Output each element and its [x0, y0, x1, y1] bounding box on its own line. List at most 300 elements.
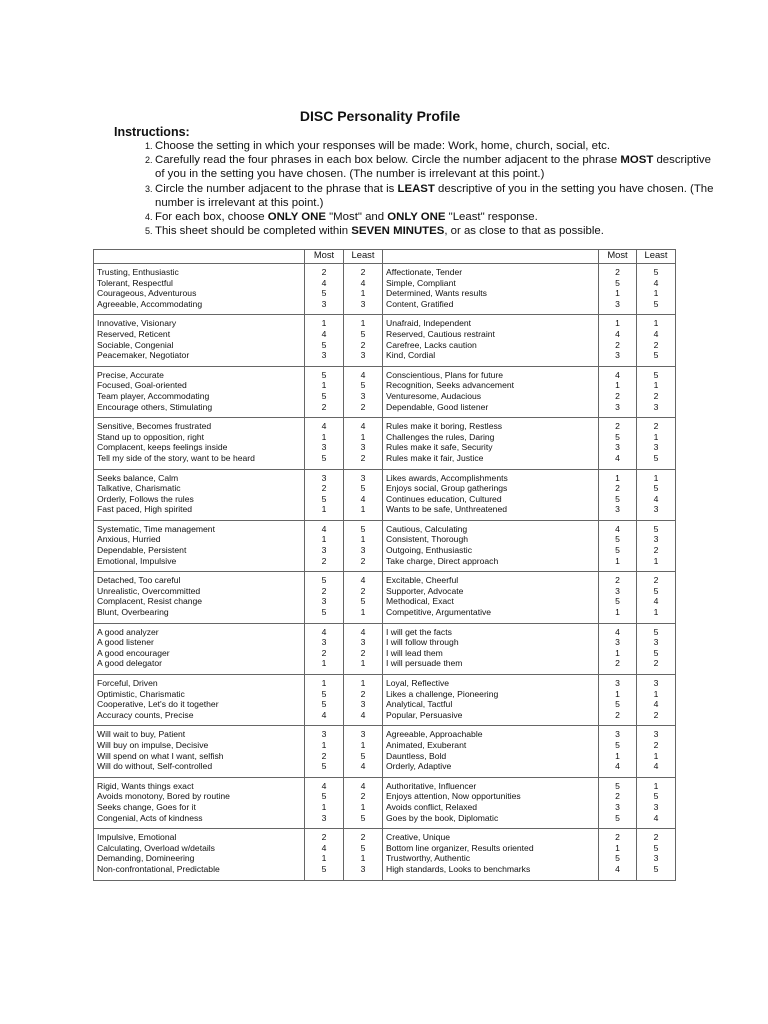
least-number[interactable]: 1: [653, 688, 659, 699]
most-number[interactable]: 1: [615, 288, 620, 299]
phrase-text: Accuracy counts, Precise: [97, 709, 194, 720]
most-number[interactable]: 1: [615, 607, 620, 618]
phrase-cell-right: [383, 315, 599, 366]
least-number[interactable]: 4: [360, 277, 366, 288]
phrase-text: Innovative, Visionary: [97, 318, 177, 329]
least-cell-left: [344, 777, 383, 828]
most-cell-right: [599, 366, 637, 417]
most-number[interactable]: 4: [321, 709, 327, 720]
phrase-cell-left: [94, 315, 305, 366]
least-number[interactable]: 2: [653, 545, 659, 556]
phrase-text: Will do without, Self-controlled: [97, 761, 213, 772]
least-number[interactable]: 2: [653, 739, 659, 750]
least-number[interactable]: 3: [653, 637, 659, 648]
instruction-text: Circle the number adjacent to the phrase that is: [155, 182, 398, 195]
header-most-right: Most: [599, 250, 637, 264]
least-number[interactable]: 5: [653, 483, 659, 494]
most-number[interactable]: 3: [321, 729, 327, 740]
least-number[interactable]: 3: [653, 801, 659, 812]
least-number[interactable]: 3: [653, 401, 659, 412]
least-number[interactable]: 3: [653, 534, 659, 545]
most-cell-right: [599, 675, 637, 726]
most-number[interactable]: 2: [615, 339, 620, 350]
most-number[interactable]: 5: [321, 390, 327, 401]
most-number[interactable]: 3: [615, 729, 620, 740]
least-cell-left: [344, 315, 383, 366]
most-cell-left: [305, 469, 344, 520]
most-number[interactable]: 2: [321, 267, 327, 277]
most-cell-left: [305, 520, 344, 571]
least-number[interactable]: 5: [360, 523, 366, 534]
phrase-text: Detached, Too careful: [97, 575, 181, 586]
most-number[interactable]: 4: [321, 328, 327, 339]
least-number[interactable]: 1: [360, 504, 366, 515]
least-number[interactable]: 4: [653, 812, 659, 823]
phrase-text: Content, Gratified: [386, 298, 454, 309]
phrase-text: Likes awards, Accomplishments: [386, 472, 508, 483]
instruction-emphasis: ONLY ONE: [267, 211, 326, 224]
phrase-text: Forceful, Driven: [97, 678, 158, 688]
most-number[interactable]: 5: [615, 545, 620, 556]
phrase-text: Avoids monotony, Bored by routine: [97, 791, 230, 802]
least-number[interactable]: 3: [360, 442, 366, 453]
phrase-cell-right: [383, 726, 599, 777]
phrase-text: Bottom line organizer, Results oriented: [386, 842, 534, 853]
least-number[interactable]: 5: [360, 483, 366, 494]
least-number[interactable]: 4: [653, 328, 659, 339]
most-number[interactable]: 1: [321, 431, 327, 442]
least-cell-left: [344, 675, 383, 726]
phrase-text: Trustworthy, Authentic: [386, 853, 471, 864]
most-number[interactable]: 4: [615, 523, 620, 534]
most-number[interactable]: 1: [615, 318, 620, 329]
phrase-text: Dauntless, Bold: [386, 750, 447, 761]
most-number[interactable]: 4: [615, 863, 620, 874]
most-number[interactable]: 5: [615, 739, 620, 750]
instruction-item: [155, 182, 715, 210]
phrase-text: A good analyzer: [97, 626, 159, 637]
header-phrase-left: [94, 250, 305, 264]
least-number[interactable]: 4: [360, 626, 366, 637]
least-number[interactable]: 3: [360, 472, 366, 483]
least-number[interactable]: 4: [653, 277, 659, 288]
least-number[interactable]: 1: [653, 555, 659, 566]
most-number[interactable]: 1: [321, 658, 327, 669]
most-number[interactable]: 5: [321, 607, 327, 618]
most-number[interactable]: 5: [321, 699, 327, 710]
table-row: [94, 675, 676, 726]
least-number[interactable]: 1: [653, 780, 659, 791]
least-number[interactable]: 1: [653, 607, 659, 618]
least-number[interactable]: 5: [653, 842, 659, 853]
most-number[interactable]: 5: [615, 780, 620, 791]
most-number[interactable]: 5: [321, 452, 327, 463]
least-number[interactable]: 1: [653, 431, 659, 442]
phrase-text: Excitable, Cheerful: [386, 575, 459, 586]
most-number[interactable]: 3: [321, 442, 327, 453]
most-number[interactable]: 1: [321, 380, 327, 391]
least-number[interactable]: 3: [360, 298, 366, 309]
least-number[interactable]: 3: [360, 699, 366, 710]
most-number[interactable]: 3: [321, 472, 327, 483]
phrase-text: Systematic, Time management: [97, 523, 215, 534]
most-number[interactable]: 2: [321, 483, 327, 494]
least-number[interactable]: 1: [653, 288, 659, 299]
most-number[interactable]: 5: [615, 699, 620, 710]
phrase-text: Wants to be safe, Unthreatened: [386, 504, 508, 515]
phrase-text: Unafraid, Independent: [386, 318, 472, 329]
most-number[interactable]: 3: [321, 812, 327, 823]
phrase-cell-left: [94, 469, 305, 520]
least-number[interactable]: 1: [360, 678, 366, 688]
table-row: [94, 777, 676, 828]
least-number[interactable]: 2: [360, 832, 366, 843]
least-number[interactable]: 1: [360, 739, 366, 750]
least-cell-right: [637, 520, 676, 571]
most-number[interactable]: 5: [615, 493, 620, 504]
most-number[interactable]: 3: [615, 298, 620, 309]
most-number[interactable]: 1: [615, 647, 620, 658]
instruction-emphasis: ONLY ONE: [387, 211, 446, 224]
least-number[interactable]: 5: [653, 791, 659, 802]
most-number[interactable]: 1: [321, 318, 327, 329]
least-number[interactable]: 4: [653, 493, 659, 504]
least-number[interactable]: 5: [360, 596, 366, 607]
least-number[interactable]: 2: [360, 585, 366, 596]
phrase-text: A good delegator: [97, 658, 162, 669]
least-number[interactable]: 2: [360, 791, 366, 802]
most-cell-right: [599, 572, 637, 623]
least-number[interactable]: 3: [360, 390, 366, 401]
most-cell-right: [599, 264, 637, 315]
least-number[interactable]: 1: [360, 318, 366, 329]
most-number[interactable]: 2: [321, 832, 327, 843]
header-least-right: Least: [637, 250, 676, 264]
least-number[interactable]: 3: [653, 729, 659, 740]
least-number[interactable]: 1: [360, 853, 366, 864]
most-cell-left: [305, 264, 344, 315]
phrase-text: Team player, Accommodating: [97, 390, 210, 401]
most-number[interactable]: 2: [615, 267, 620, 277]
least-number[interactable]: 1: [360, 607, 366, 618]
least-number[interactable]: 3: [653, 442, 659, 453]
least-number[interactable]: 4: [360, 575, 366, 586]
phrase-cell-right: [383, 366, 599, 417]
least-number[interactable]: 1: [653, 472, 659, 483]
phrase-text: Sociable, Congenial: [97, 339, 174, 350]
most-number[interactable]: 2: [321, 401, 327, 412]
least-number[interactable]: 3: [653, 853, 659, 864]
least-number[interactable]: 5: [653, 647, 659, 658]
most-number[interactable]: 4: [321, 842, 327, 853]
least-number[interactable]: 2: [653, 658, 659, 669]
phrase-text: A good encourager: [97, 647, 170, 658]
most-number[interactable]: 3: [615, 637, 620, 648]
least-number[interactable]: 4: [653, 761, 659, 772]
least-number[interactable]: 5: [653, 523, 659, 534]
most-number[interactable]: 4: [321, 421, 327, 432]
least-number[interactable]: 2: [360, 339, 366, 350]
least-cell-left: [344, 623, 383, 674]
phrase-text: Non-confrontational, Predictable: [97, 863, 220, 874]
phrase-text: Tell my side of the story, want to be heard: [97, 452, 255, 463]
most-number[interactable]: 5: [615, 534, 620, 545]
most-number[interactable]: 3: [615, 442, 620, 453]
most-number[interactable]: 5: [321, 339, 327, 350]
most-number[interactable]: 1: [615, 472, 620, 483]
least-number[interactable]: 5: [653, 369, 659, 380]
phrase-text: Simple, Compliant: [386, 277, 456, 288]
most-number[interactable]: 4: [321, 277, 327, 288]
least-number[interactable]: 2: [653, 390, 659, 401]
phrase-text: Popular, Persuasive: [386, 709, 463, 720]
most-number[interactable]: 2: [615, 575, 620, 586]
least-number[interactable]: 3: [653, 504, 659, 515]
phrase-text: Will spend on what I want, selfish: [97, 750, 224, 761]
most-number[interactable]: 4: [615, 761, 620, 772]
most-number[interactable]: 1: [321, 678, 327, 688]
least-number[interactable]: 2: [360, 688, 366, 699]
least-number[interactable]: 4: [360, 493, 366, 504]
phrase-text: Trusting, Enthusiastic: [97, 267, 179, 277]
most-number[interactable]: 1: [615, 842, 620, 853]
least-cell-right: [637, 418, 676, 469]
most-number[interactable]: 3: [321, 545, 327, 556]
least-number[interactable]: 4: [653, 699, 659, 710]
table-row: [94, 418, 676, 469]
phrase-text: I will persuade them: [386, 658, 463, 669]
least-number[interactable]: 5: [360, 842, 366, 853]
phrase-cell-right: [383, 777, 599, 828]
phrase-text: I will get the facts: [386, 626, 452, 637]
least-number[interactable]: 2: [653, 832, 659, 843]
least-number[interactable]: 5: [360, 380, 366, 391]
least-number[interactable]: 4: [360, 369, 366, 380]
least-number[interactable]: 3: [360, 545, 366, 556]
least-number[interactable]: 5: [653, 585, 659, 596]
least-number[interactable]: 3: [360, 350, 366, 361]
least-number[interactable]: 2: [360, 452, 366, 463]
most-number[interactable]: 5: [615, 853, 620, 864]
phrase-text: Rules make it boring, Restless: [386, 421, 503, 432]
phrase-text: Stand up to opposition, right: [97, 431, 205, 442]
most-number[interactable]: 5: [321, 575, 327, 586]
phrase-text: Sensitive, Becomes frustrated: [97, 421, 212, 432]
most-number[interactable]: 2: [615, 791, 620, 802]
most-number[interactable]: 1: [615, 750, 620, 761]
most-number[interactable]: 4: [615, 369, 620, 380]
instruction-item: [155, 153, 715, 181]
most-number[interactable]: 2: [615, 421, 620, 432]
phrase-cell-right: [383, 520, 599, 571]
least-cell-left: [344, 572, 383, 623]
phrase-text: Consistent, Thorough: [386, 534, 469, 545]
phrase-text: Seeks balance, Calm: [97, 472, 179, 483]
most-number[interactable]: 5: [321, 688, 327, 699]
most-number[interactable]: 4: [615, 452, 620, 463]
most-cell-left: [305, 572, 344, 623]
most-number[interactable]: 5: [321, 493, 327, 504]
least-number[interactable]: 5: [653, 452, 659, 463]
most-number[interactable]: 2: [615, 709, 620, 720]
most-number[interactable]: 1: [615, 688, 620, 699]
most-number[interactable]: 4: [615, 626, 620, 637]
most-number[interactable]: 1: [321, 534, 327, 545]
phrase-text: Determined, Wants results: [386, 288, 487, 299]
least-number[interactable]: 4: [653, 596, 659, 607]
instruction-text: "Most" and: [325, 211, 388, 224]
least-cell-right: [637, 675, 676, 726]
least-number[interactable]: 2: [653, 339, 659, 350]
most-cell-left: [305, 829, 344, 880]
phrase-text: Fast paced, High spirited: [97, 504, 193, 515]
most-number[interactable]: 3: [615, 401, 620, 412]
most-number[interactable]: 5: [615, 277, 620, 288]
most-number[interactable]: 4: [321, 780, 327, 791]
least-number[interactable]: 5: [653, 350, 659, 361]
page-title: DISC Personality Profile: [299, 108, 461, 124]
instruction-item: [155, 210, 715, 224]
least-number[interactable]: 5: [653, 298, 659, 309]
most-number[interactable]: 5: [321, 761, 327, 772]
phrase-cell-left: [94, 572, 305, 623]
most-number[interactable]: 5: [615, 431, 620, 442]
least-number[interactable]: 1: [360, 534, 366, 545]
most-number[interactable]: 3: [615, 678, 620, 688]
most-number[interactable]: 1: [321, 801, 327, 812]
least-number[interactable]: 1: [360, 288, 366, 299]
phrase-text: Emotional, Impulsive: [97, 555, 177, 566]
phrase-cell-left: [94, 264, 305, 315]
least-number[interactable]: 2: [653, 709, 659, 720]
most-number[interactable]: 2: [615, 390, 620, 401]
instruction-text: Choose the setting in which your responses will be made: Work, home, church, social, etc.: [155, 140, 610, 152]
most-number[interactable]: 2: [321, 585, 327, 596]
most-number[interactable]: 2: [321, 555, 327, 566]
most-number[interactable]: 3: [615, 801, 620, 812]
most-number[interactable]: 2: [321, 647, 327, 658]
least-cell-right: [637, 315, 676, 366]
instruction-text: descriptive of you in the setting you have chosen. (The number is irrelevant at this point.): [155, 182, 714, 209]
least-number[interactable]: 3: [360, 637, 366, 648]
most-number[interactable]: 3: [615, 585, 620, 596]
phrase-text: Dependable, Persistent: [97, 545, 187, 556]
most-number[interactable]: 2: [615, 658, 620, 669]
most-number[interactable]: 1: [615, 555, 620, 566]
phrase-text: Complacent, keeps feelings inside: [97, 442, 228, 453]
least-number[interactable]: 5: [653, 863, 659, 874]
least-number[interactable]: 5: [653, 626, 659, 637]
phrase-text: Challenges the rules, Daring: [386, 431, 495, 442]
phrase-text: Precise, Accurate: [97, 369, 164, 380]
least-number[interactable]: 5: [360, 750, 366, 761]
least-number[interactable]: 1: [360, 801, 366, 812]
instruction-text: descriptive of you in the setting you have chosen. (The number is irrelevant at this point.): [155, 154, 711, 181]
phrase-cell-left: [94, 623, 305, 674]
most-number[interactable]: 3: [615, 504, 620, 515]
most-number[interactable]: 3: [321, 350, 327, 361]
least-number[interactable]: 1: [653, 380, 659, 391]
least-number[interactable]: 3: [360, 863, 366, 874]
instruction-emphasis: LEAST: [397, 182, 435, 195]
most-number[interactable]: 3: [615, 350, 620, 361]
least-number[interactable]: 4: [360, 780, 366, 791]
least-number[interactable]: 1: [653, 318, 659, 329]
least-number[interactable]: 4: [360, 709, 366, 720]
least-number[interactable]: 1: [653, 750, 659, 761]
least-cell-right: [637, 726, 676, 777]
least-number[interactable]: 5: [653, 267, 659, 277]
instruction-text: Carefully read the four phrases in each box below. Circle the number adjacent to the phrase: [155, 154, 621, 167]
most-number[interactable]: 1: [321, 504, 327, 515]
most-number[interactable]: 3: [321, 596, 327, 607]
least-number[interactable]: 4: [360, 421, 366, 432]
most-number[interactable]: 4: [615, 328, 620, 339]
least-number[interactable]: 2: [360, 267, 366, 277]
least-number[interactable]: 2: [360, 647, 366, 658]
phrase-text: Conscientious, Plans for future: [386, 369, 504, 380]
phrase-text: Loyal, Reflective: [386, 678, 450, 688]
least-number[interactable]: 3: [360, 729, 366, 740]
most-number[interactable]: 3: [321, 298, 327, 309]
most-number[interactable]: 2: [615, 483, 620, 494]
most-number[interactable]: 5: [321, 791, 327, 802]
phrase-text: Rigid, Wants things exact: [97, 780, 194, 791]
most-number[interactable]: 5: [321, 369, 327, 380]
phrase-text: Congenial, Acts of kindness: [97, 812, 203, 823]
table-row: [94, 469, 676, 520]
most-number[interactable]: 3: [321, 637, 327, 648]
least-cell-left: [344, 726, 383, 777]
most-cell-left: [305, 726, 344, 777]
most-number[interactable]: 2: [615, 832, 620, 843]
least-number[interactable]: 2: [653, 421, 659, 432]
most-number[interactable]: 2: [321, 750, 327, 761]
most-number[interactable]: 4: [321, 626, 327, 637]
phrase-text: Carefree, Lacks caution: [386, 339, 477, 350]
least-number[interactable]: 4: [360, 761, 366, 772]
least-number[interactable]: 5: [360, 812, 366, 823]
most-number[interactable]: 5: [321, 863, 327, 874]
least-number[interactable]: 5: [360, 328, 366, 339]
instruction-text: , or as close to that as possible.: [444, 225, 604, 238]
table-row: [94, 623, 676, 674]
most-cell-left: [305, 777, 344, 828]
least-number[interactable]: 2: [360, 401, 366, 412]
most-number[interactable]: 5: [321, 288, 327, 299]
instructions-heading: Instructions:: [114, 125, 190, 139]
least-number[interactable]: 2: [360, 555, 366, 566]
most-cell-right: [599, 623, 637, 674]
least-number[interactable]: 2: [653, 575, 659, 586]
most-number[interactable]: 4: [321, 523, 327, 534]
most-number[interactable]: 5: [615, 596, 620, 607]
most-cell-left: [305, 675, 344, 726]
most-number[interactable]: 1: [321, 853, 327, 864]
least-number[interactable]: 1: [360, 431, 366, 442]
most-number[interactable]: 1: [615, 380, 620, 391]
most-cell-left: [305, 366, 344, 417]
most-number[interactable]: 1: [321, 739, 327, 750]
least-number[interactable]: 1: [360, 658, 366, 669]
least-number[interactable]: 3: [653, 678, 659, 688]
instruction-item: [155, 139, 715, 153]
phrase-text: Anxious, Hurried: [97, 534, 161, 545]
phrase-text: Outgoing, Enthusiastic: [386, 545, 472, 556]
phrase-cell-left: [94, 726, 305, 777]
most-number[interactable]: 5: [615, 812, 620, 823]
phrase-text: Rules make it safe, Security: [386, 442, 493, 453]
